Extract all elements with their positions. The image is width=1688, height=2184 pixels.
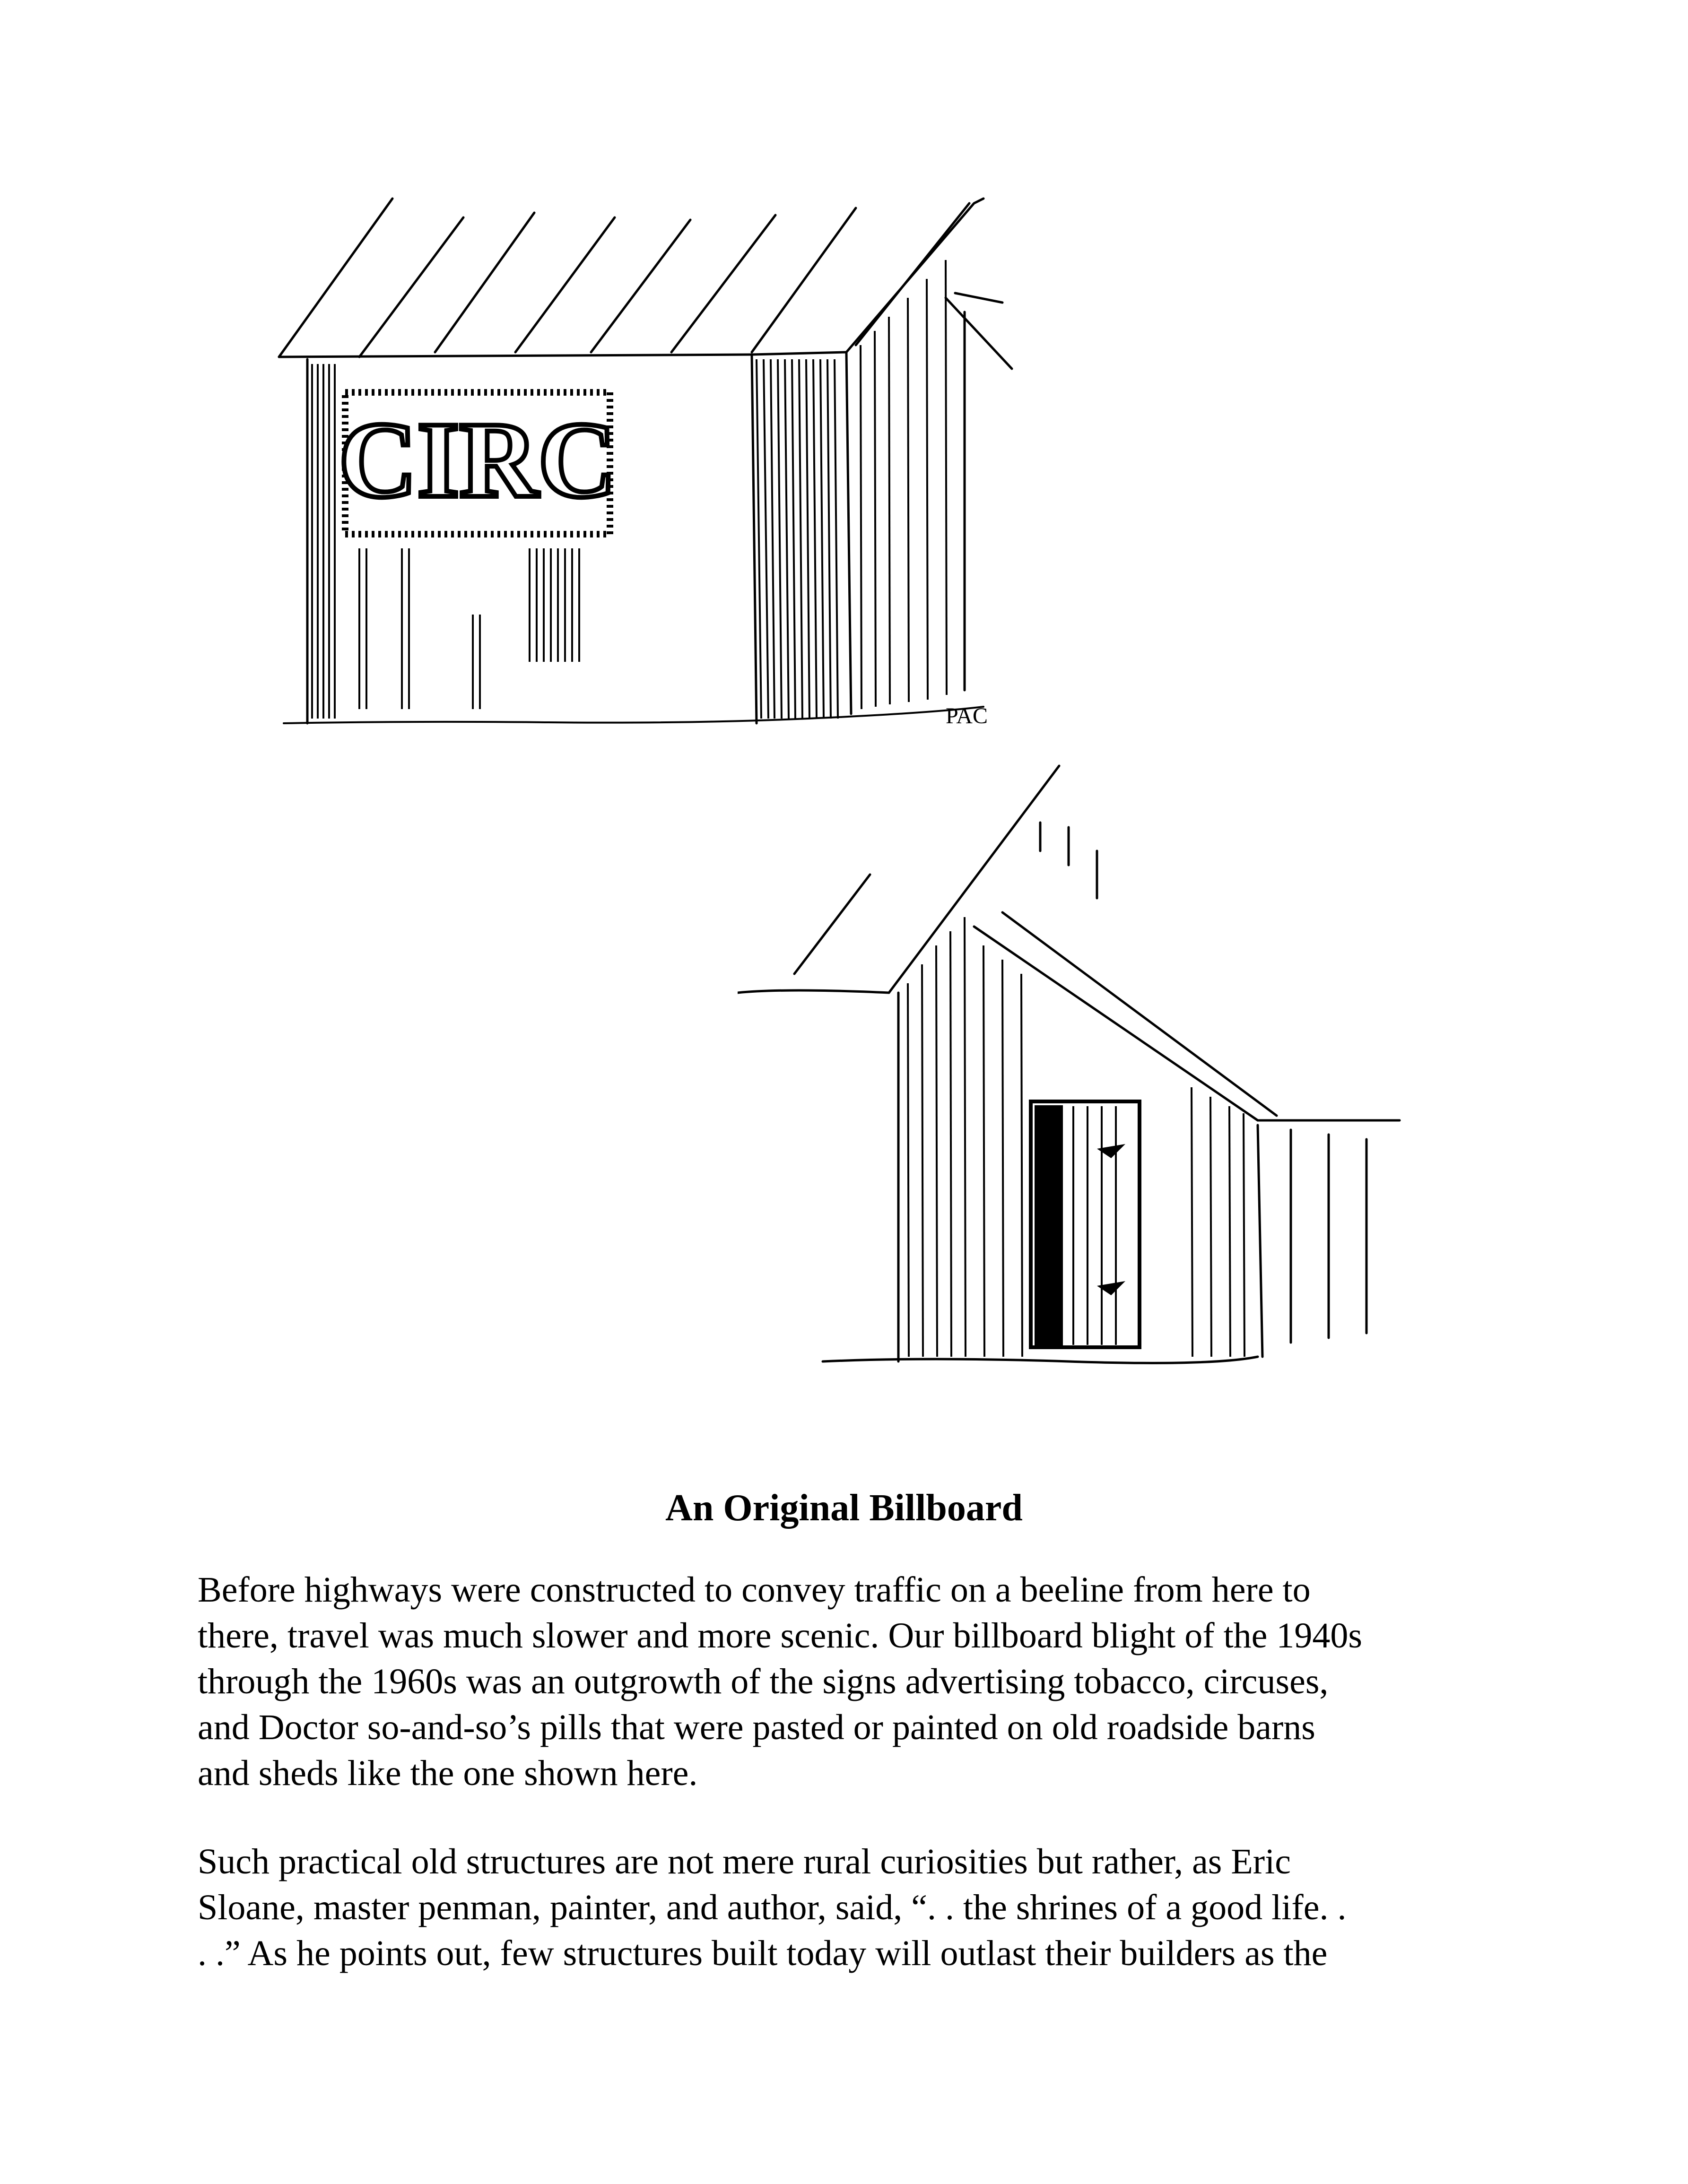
- barn-billboard-illustration: [265, 189, 1069, 804]
- body-paragraph-2: [198, 1839, 1522, 1976]
- text-line: there, travel was much slower and more scenic. Our billboard blight of the 1940s: [198, 1616, 1362, 1655]
- caption-title: An Original Billboard: [665, 1487, 1023, 1529]
- text-line: Such practical old structures are not mere rural curiosities but rather, as Eric: [198, 1842, 1291, 1881]
- text-line: and sheds like the one shown here.: [198, 1753, 698, 1793]
- shed-illustration: [738, 756, 1418, 1418]
- text-line: . .” As he points out, few structures built today will outlast their builders as the: [198, 1933, 1328, 1973]
- artist-monogram: PAC: [946, 703, 988, 728]
- text-line: Before highways were constructed to convey traffic on a beeline from here to: [198, 1570, 1311, 1610]
- body-paragraph-1: [198, 1567, 1522, 1796]
- text-line: Sloane, master penman, painter, and author, said, “. . the shrines of a good life. .: [198, 1888, 1347, 1927]
- text-line: and Doctor so-and-so’s pills that were pasted or painted on old roadside barns: [198, 1707, 1315, 1747]
- text-line: through the 1960s was an outgrowth of the signs advertising tobacco, circuses,: [198, 1662, 1329, 1701]
- circus-sign-letters: CIRC: [339, 399, 617, 520]
